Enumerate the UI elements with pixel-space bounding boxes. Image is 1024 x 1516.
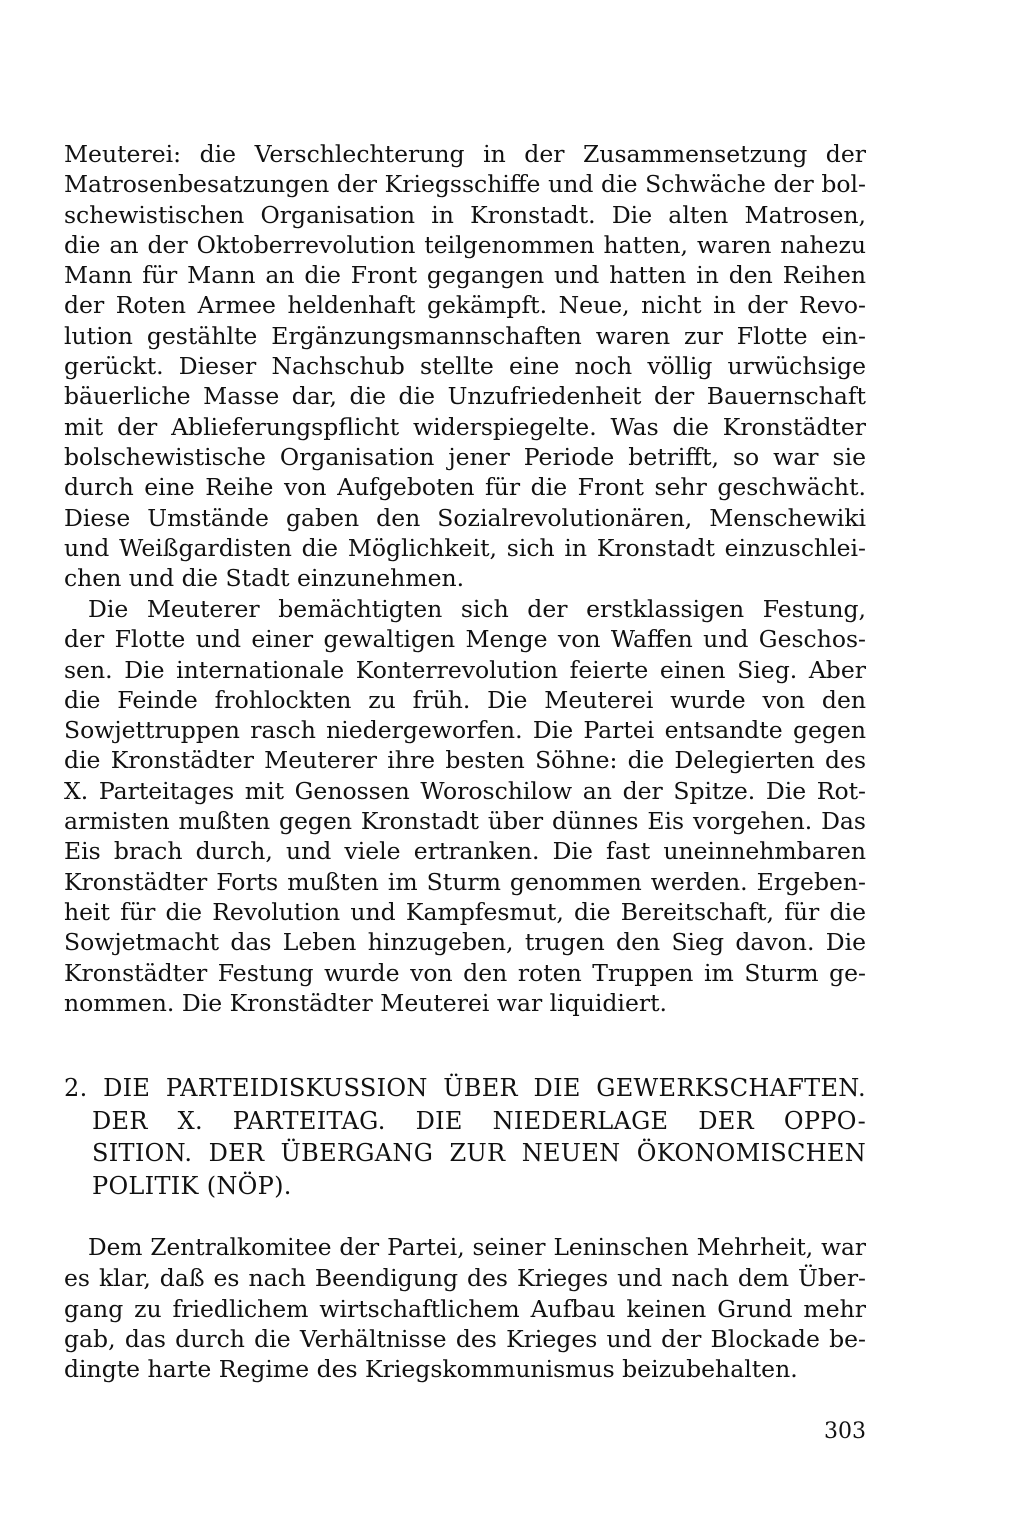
paragraph-central-committee [64, 1233, 866, 1384]
text-line: und Weißgardisten die Möglichkeit, sich in Kronstadt einzuschlei- [64, 533, 866, 562]
text-line: armisten mußten gegen Kronstadt über dünnes Eis vorgehen. Das [64, 807, 866, 836]
heading-line: SITION. DER ÜBERGANG ZUR NEUEN ÖKONOMISCHEN [92, 1139, 866, 1167]
text-line: der Flotte und einer gewaltigen Menge von Waffen und Geschos- [64, 625, 866, 654]
text-line: Dem Zentralkomitee der Partei, seiner Leninschen Mehrheit, war [88, 1234, 866, 1261]
text-line: lution gestählte Ergänzungsmannschaften waren zur Flotte ein- [64, 321, 866, 350]
text-line: bäuerliche Masse dar, die die Unzufriedenheit der Bauernschaft [64, 382, 866, 411]
text-line: gang zu friedlichem wirtschaftlichem Aufbau keinen Grund mehr [64, 1294, 866, 1323]
text-line: Sowjetmacht das Leben hinzugeben, trugen den Sieg davon. Die [64, 928, 866, 957]
text-line: heit für die Revolution und Kampfesmut, die Bereitschaft, für die [64, 897, 866, 926]
text-line: Matrosenbesatzungen der Kriegsschiffe und die Schwäche der bol- [64, 170, 866, 199]
text-line: die Kronstädter Meuterer ihre besten Söhne: die Delegierten des [64, 746, 866, 775]
text-line: Eis brach durch, und viele ertranken. Die fast uneinnehmbaren [64, 837, 866, 866]
heading-line: POLITIK (NÖP). [92, 1171, 292, 1200]
text-line: Mann für Mann an die Front gegangen und hatten in den Reihen [64, 261, 866, 290]
heading-line: 2. DIE PARTEIDISKUSSION ÜBER DIE GEWERKSCHAFTEN. [64, 1074, 866, 1102]
text-line: gab, das durch die Verhältnisse des Krieges und der Blockade be- [64, 1324, 866, 1353]
text-line: sen. Die internationale Konterrevolution feierte einen Sieg. Aber [64, 655, 866, 684]
text-line: Kronstädter Forts mußten im Sturm genommen werden. Ergeben- [64, 867, 866, 896]
text-line: bolschewistische Organisation jener Periode betrifft, so war sie [64, 442, 866, 471]
text-line: mit der Ablieferungspflicht widerspiegelte. Was die Kronstädter [64, 412, 866, 441]
text-line: der Roten Armee heldenhaft gekämpft. Neue, nicht in der Revo- [64, 291, 866, 320]
text-line: nommen. Die Kronstädter Meuterei war liquidiert. [64, 988, 668, 1017]
text-line: Meuterei: die Verschlechterung in der Zusammensetzung der [64, 140, 866, 168]
text-line: X. Parteitages mit Genossen Woroschilow an der Spitze. Die Rot- [64, 776, 866, 805]
text-line: es klar, daß es nach Beendigung des Krieges und nach dem Über- [64, 1264, 866, 1293]
text-line: durch eine Reihe von Aufgeboten für die Front sehr geschwächt. [64, 473, 866, 502]
text-line: die Feinde frohlockten zu früh. Die Meuterei wurde von den [64, 685, 866, 714]
text-line: Sowjettruppen rasch niedergeworfen. Die Partei entsandte gegen [64, 716, 866, 745]
section-heading [64, 1072, 866, 1202]
paragraph-kronstadt-suppression [64, 594, 866, 1018]
text-line: gerückt. Dieser Nachschub stellte eine noch völlig urwüchsige [64, 352, 866, 381]
text-line: Diese Umstände gaben den Sozialrevolutionären, Menschewiki [64, 503, 866, 532]
text-line: chen und die Stadt einzunehmen. [64, 564, 465, 593]
text-line: Die Meuterer bemächtigten sich der erstklassigen Festung, [88, 595, 866, 623]
heading-line: DER X. PARTEITAG. DIE NIEDERLAGE DER OPPO- [92, 1106, 866, 1135]
paragraph-kronstadt-causes [64, 139, 866, 593]
text-line: die an der Oktoberrevolution teilgenommen hatten, waren nahezu [64, 230, 866, 259]
text-line: schewistischen Organisation in Kronstadt. Die alten Matrosen, [64, 200, 866, 229]
text-line: Kronstädter Festung wurde von den roten Truppen im Sturm ge- [64, 958, 866, 987]
text-line: dingte harte Regime des Kriegskommunismus beizubehalten. [64, 1355, 798, 1384]
page-number: 303 [824, 1419, 866, 1444]
